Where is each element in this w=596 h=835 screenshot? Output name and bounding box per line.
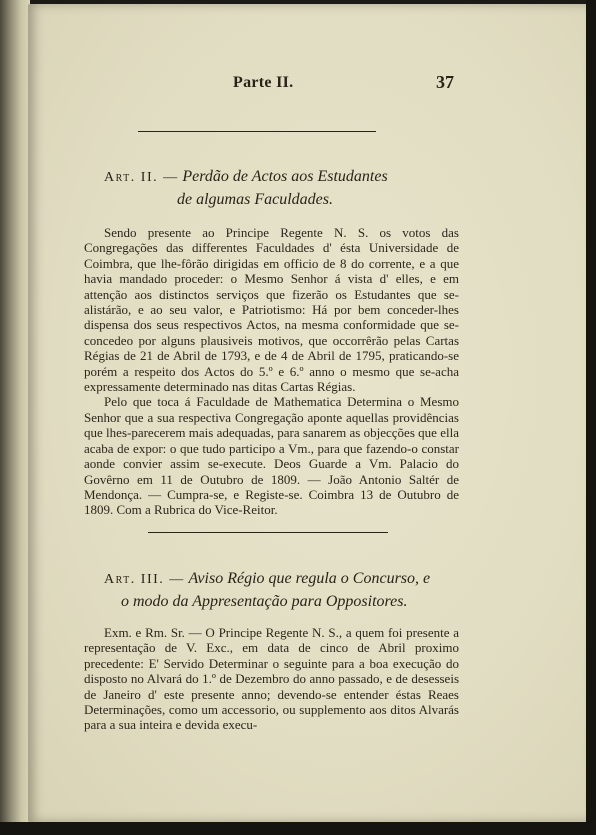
section-divider — [138, 131, 376, 132]
article-3-title-line1: Aviso Régio que regula o Concurso, e — [188, 570, 431, 587]
section-divider — [148, 532, 388, 533]
article-2-paragraph: Sendo presente ao Principe Regente N. S. os votos das Congregações das differentes Faculdades d' ésta Universidade de Coimbra, que lhe-fôrão dirigidas em officio de 8 do corrente, e a que havia mandado proceder: o Mesmo Senhor á vista d' elles, e em attenção aos distinctos serviços que fizerão os Estudantes que se-alistárão, e ao seu valor, e Patriotismo: Há por bem conceder-lhes dispensa dos seus respectivos Actos, na mesma conformidade que se-concedeo por alguns plausiveis motivos, que occorrêrão pelas Cartas Régias de 21 de Abril de 1793, e de 4 de Abril de 1795, praticando-se porém a respeito dos Actos do 5.º e 6.º anno o mesmo que se-acha expressamente determinado nas ditas Cartas Régias. — [84, 225, 459, 395]
article-2-title-line1: Perdão de Actos aos Estudantes — [182, 168, 388, 185]
article-2-body — [84, 225, 459, 518]
page-edge-bottom — [0, 822, 596, 835]
page-number: 37 — [436, 72, 454, 92]
running-head: Parte II. — [233, 74, 294, 91]
article-2-paragraph: Pelo que toca á Faculdade de Mathematica Determina o Mesmo Senhor que a sua respectiva Congregação aponte aquellas providências que lhes-parecerem mais adequadas, para sanarem as objecções que ella acaba de expor: o que tudo participo a Vm., para que fazendo-o constar aonde convier assim se-execute. Deos Guarde a Vm. Palacio do Govêrno em 11 de Outubro de 1809. — João Antonio Saltér de Mendonça. — Cumpra-se, e Registe-se. Coimbra 13 de Outubro de 1809. Com a Rubrica do Vice-Reitor. — [84, 394, 459, 518]
article-3-title-line2: o modo da Appresentação para Oppositores. — [121, 593, 408, 610]
article-2-heading — [104, 166, 434, 211]
article-2-label: Art. II. — — [104, 170, 179, 185]
article-3-body — [84, 625, 459, 733]
article-3-heading — [104, 568, 434, 613]
page-edge-right — [586, 0, 596, 835]
book-spine — [0, 0, 30, 835]
article-3-label: Art. III. — — [104, 572, 185, 587]
article-3-paragraph: Exm. e Rm. Sr. — O Principe Regente N. S., a quem foi presente a representação de V. Exc., em data de cinco de Abril proximo precedente: E' Servido Determinar o seguinte para a boa execução do disposto no Alvará do 1.º de Dezembro do anno passado, e de desesseis de Janeiro d' este presente anno; devendo-se entender éstas Reaes Determinações, como um accessorio, ou supplemento aos ditos Alvarás para a sua inteira e devida execu- — [84, 625, 459, 733]
article-2-title-line2: de algumas Faculdades. — [177, 191, 333, 208]
